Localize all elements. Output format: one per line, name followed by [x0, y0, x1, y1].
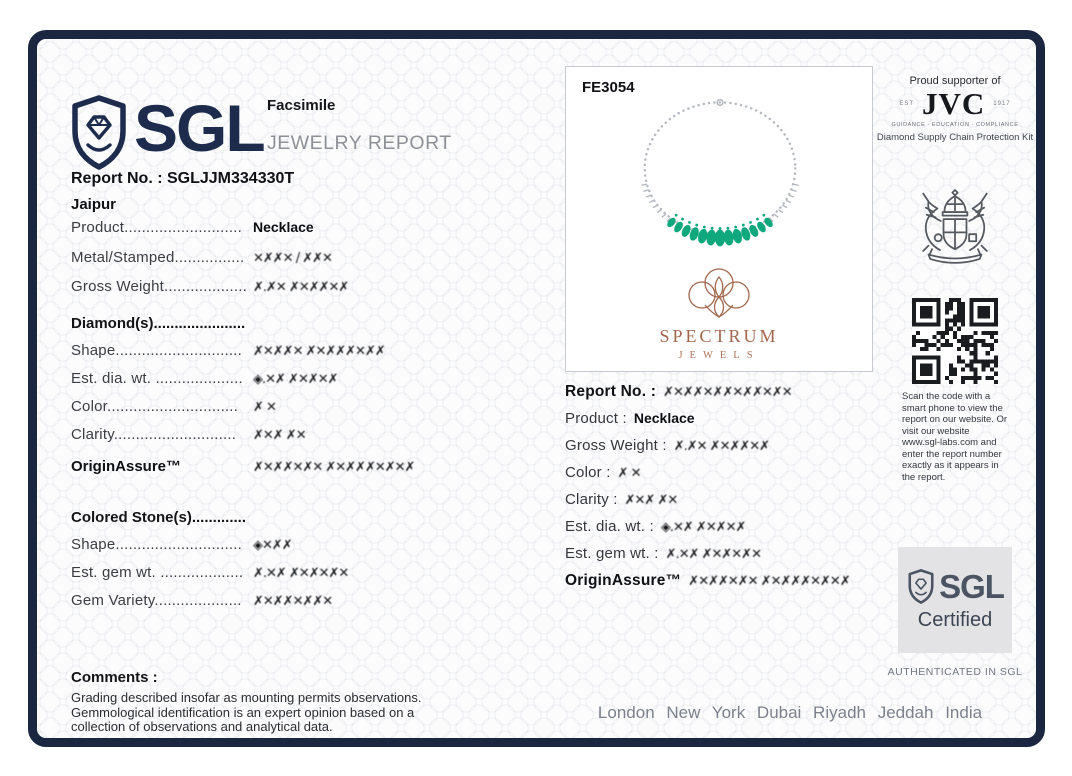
field-row-stone-shape: [71, 536, 471, 564]
field-label: Shape.............................: [71, 342, 243, 359]
comments-section: [71, 669, 463, 735]
jvc-wordmark: JVC: [922, 86, 986, 121]
field-label: Clarity :: [565, 491, 618, 508]
field-value-redacted: ✗✕✗ ✗✕: [253, 428, 306, 443]
certified-brand-text: SGL: [939, 568, 1004, 605]
comments-text: Grading described insofar as mounting permits observations. Gemmological identification is an expert opinion based on a collection of observations and analytical data.: [71, 690, 422, 735]
field-row-shape: [71, 342, 471, 370]
field-row-clarity: [565, 491, 901, 518]
sgl-shield-logo-icon: [67, 93, 131, 172]
heraldic-crest-icon: [902, 187, 1008, 269]
field-value-redacted: ✗✕✗✗✕✗✗✕: [253, 594, 333, 609]
field-row-gem-variety: [71, 592, 471, 620]
report-number: Report No. : SGLJJM334330T: [71, 170, 295, 187]
field-label: Product...........................: [71, 219, 243, 236]
field-row-est-dia-wt: [71, 370, 471, 398]
spectrum-brand-name: SPECTRUM: [659, 326, 779, 346]
spectrum-flourish-icon: [680, 265, 758, 323]
origin-assure-label: OriginAssure™: [71, 458, 182, 475]
jvc-supporter-text: Proud supporter of: [909, 75, 1001, 87]
field-label: Color..............................: [71, 398, 239, 415]
field-row-est-gem-wt: [71, 564, 471, 592]
field-row-gross-weight: [565, 437, 901, 464]
field-value-redacted: ✗.✕✗ ✗✕✗✕✗✕: [253, 566, 349, 581]
field-value-redacted: ✗✕✗✗✕ ✗✕✗✗✗✕✗✗: [253, 344, 385, 359]
field-value-redacted: ✗✕✗ ✗✕: [624, 493, 678, 508]
field-label: Est. dia. wt. ....................: [71, 370, 243, 387]
field-row-gross-weight: [71, 278, 471, 307]
qr-code: [912, 298, 998, 384]
field-value-redacted: ✗ ✕: [617, 466, 641, 481]
colored-stones-section-header: Colored Stone(s).............: [71, 509, 247, 526]
footer-cities: London New York Dubai Riyadh Jeddah India: [597, 703, 983, 722]
jewelry-photo-box: [565, 66, 873, 372]
field-row-product: [565, 410, 901, 437]
field-row-clarity: [71, 426, 471, 454]
jvc-logo: [873, 88, 1036, 119]
field-row-origin-assure: [71, 458, 471, 488]
field-value-redacted: ◈.✕✗ ✗✕✗✕✗: [253, 372, 338, 387]
field-value-redacted: ◈✕✗✗: [253, 538, 292, 553]
field-value-redacted: ✗✕✗✗✕✗✕ ✗✕✗✗✗✕✗✕✗: [688, 574, 850, 589]
field-row-color: [565, 464, 901, 491]
jvc-kit-label: Diamond Supply Chain Protection Kit: [876, 132, 1034, 143]
field-row-metal: [71, 249, 471, 278]
field-value-redacted: ✗✕✗✗✕✗✕ ✗✕✗✗✗✕✗✕✗: [253, 460, 415, 475]
sgl-certified-shield-icon: [906, 568, 936, 605]
origin-assure-label: OriginAssure™: [565, 572, 682, 589]
field-label: Est. gem wt. ...................: [71, 564, 244, 581]
center-fields-panel: [565, 383, 901, 599]
jvc-year-label: 1917: [993, 100, 1011, 107]
left-fields-panel: [71, 219, 471, 620]
field-row-color: [71, 398, 471, 426]
authenticated-text: AUTHENTICATED IN SGL: [887, 666, 1023, 678]
field-value-redacted: ✗✕✗✗✕✗✗✕✗✗✕✗✕: [663, 385, 792, 400]
field-value-product: Necklace: [633, 410, 695, 426]
diamonds-section-header: Diamond(s)......................: [71, 315, 246, 332]
field-label: Color :: [565, 464, 611, 481]
sgl-certified-badge: [898, 547, 1012, 653]
field-value-redacted: ◈.✕✗ ✗✕✗✕✗: [660, 520, 746, 535]
facsimile-label: Facsimile: [267, 97, 336, 114]
field-value-redacted: ✗ ✕: [253, 400, 276, 415]
document-type-title: JEWELRY REPORT: [267, 132, 452, 154]
field-label: Est. gem wt. :: [565, 545, 659, 562]
field-value-redacted: ✗.✗✕ ✗✕✗✗✕✗: [673, 439, 770, 454]
field-value-redacted: ✗.✗✕ ✗✕✗✗✕✗: [253, 280, 349, 295]
report-card-background: [37, 39, 1036, 738]
field-label: Gross Weight :: [565, 437, 667, 454]
field-label: Product :: [565, 410, 627, 427]
field-label: Gross Weight...................: [71, 278, 247, 295]
field-label: Clarity............................: [71, 426, 237, 443]
comments-title: Comments :: [71, 669, 158, 686]
sgl-brand-wordmark: SGL: [134, 91, 264, 165]
field-row-product: [71, 219, 471, 249]
certified-label: Certified: [917, 609, 993, 631]
lab-location: Jaipur: [71, 196, 117, 213]
field-label: Report No. :: [565, 383, 657, 400]
jvc-tagline: GUIDANCE · EDUCATION · COMPLIANCE: [891, 122, 1019, 128]
field-row-report-no: [565, 383, 901, 410]
field-value-product: Necklace: [253, 219, 314, 235]
necklace-image: [600, 93, 840, 253]
photo-id: FE3054: [582, 79, 635, 96]
field-label: Shape.............................: [71, 536, 243, 553]
right-sidebar: [873, 39, 1036, 738]
spectrum-jewels-logo: [566, 265, 872, 361]
field-row-origin-assure: [565, 572, 901, 599]
field-label: Metal/Stamped................: [71, 249, 245, 266]
certified-logo-row: [906, 568, 1004, 605]
qr-caption: Scan the code with a smart phone to view the report on our website. Or visit our website www.sgl-labs.com and enter the report number exactly as it appears in the report.: [902, 391, 1008, 484]
spectrum-brand-sub: JEWELS: [678, 350, 760, 361]
jvc-supporter-block: [873, 75, 1036, 143]
field-row-est-gem-wt: [565, 545, 901, 572]
field-label: Gem Variety....................: [71, 592, 242, 609]
field-value-redacted: ✕✗✗✕ / ✗✗✕: [253, 251, 332, 266]
jvc-est-label: EST: [899, 100, 915, 107]
field-value-redacted: ✗.✕✗ ✗✕✗✕✗✕: [665, 547, 761, 562]
report-card: [28, 30, 1045, 747]
field-row-est-dia-wt: [565, 518, 901, 545]
field-label: Est. dia. wt. :: [565, 518, 654, 535]
